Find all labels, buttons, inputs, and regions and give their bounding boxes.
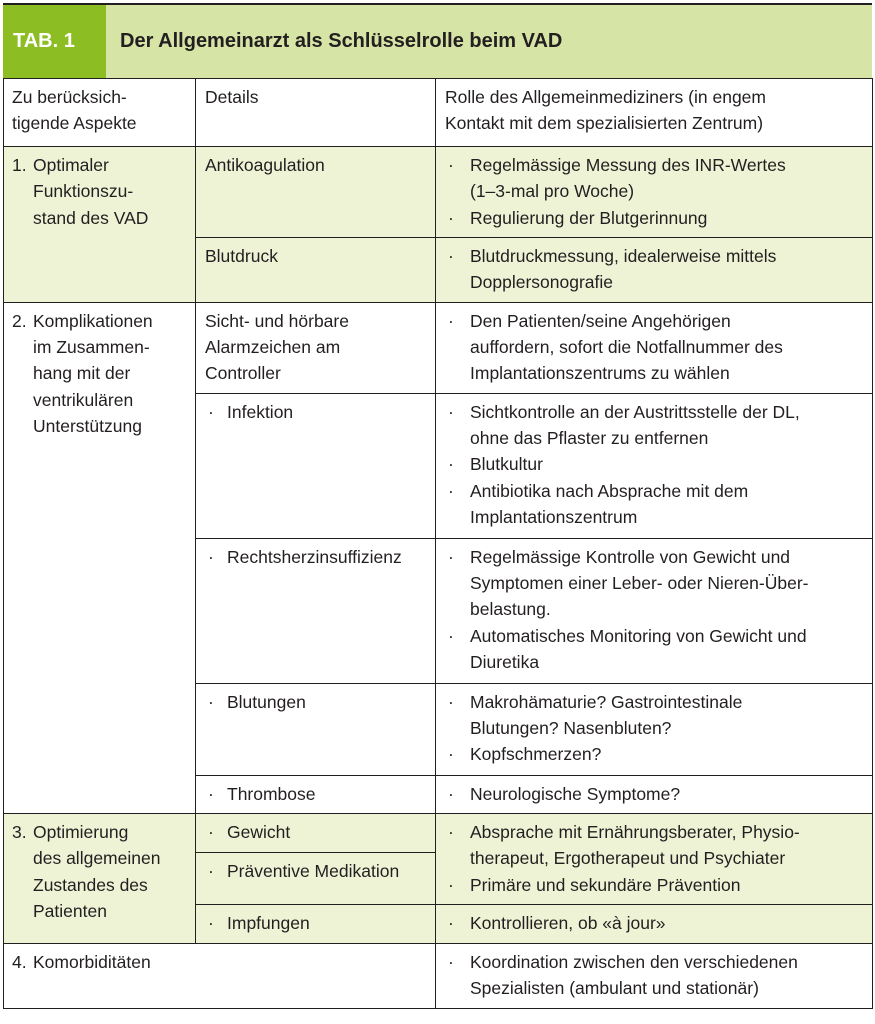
bullet-glyph: · (208, 913, 214, 934)
cell-text: Blutdruckmessung, idealerweise mittels Dopplersonografie (470, 245, 777, 293)
table-header-row (4, 79, 873, 147)
bullet-glyph: · (208, 783, 214, 804)
detail-thrombose (196, 775, 436, 813)
cell-text: Details (205, 87, 259, 107)
cell-text: Blutkultur (470, 454, 543, 475)
bullet-glyph: · (448, 913, 454, 934)
detail-gewicht (196, 814, 436, 853)
cell-text: Antikoagulation (205, 155, 325, 175)
header-role (436, 79, 873, 147)
detail-antikoagulation (196, 147, 436, 238)
section-number: 2. (12, 310, 27, 331)
bullet-glyph: · (208, 401, 214, 422)
table-tag: TAB. 1 (3, 5, 106, 78)
table-row (4, 302, 873, 393)
role-blutungen (436, 683, 873, 775)
detail-blutdruck (196, 237, 436, 302)
bullet-glyph: · (448, 625, 454, 646)
list-item (445, 741, 866, 767)
bullet-glyph: · (448, 691, 454, 712)
bullet-glyph: · (448, 546, 454, 567)
cell-text: Impfungen (227, 913, 310, 934)
list-item (445, 910, 866, 936)
section-4-cell (4, 944, 436, 1009)
role-antikoagulation (436, 147, 873, 238)
cell-text: Infektion (227, 401, 294, 422)
cell-text: Kopfschmerzen? (470, 744, 602, 765)
bullet-glyph: · (208, 822, 214, 843)
bullet-glyph: · (448, 207, 454, 228)
cell-text: Gewicht (227, 822, 291, 843)
table-row (4, 147, 873, 238)
table-row (4, 814, 873, 853)
section-2-cell (4, 302, 196, 813)
section-1-cell (4, 147, 196, 303)
cell-text: Primäre und sekundäre Prävention (470, 874, 741, 895)
role-komorbiditaeten (436, 944, 873, 1009)
list-item (445, 819, 866, 872)
bullet-glyph: · (208, 691, 214, 712)
cell-text: Sichtkontrolle an der Austrittsstelle der DL, ohne das Pflaster zu entfernen (470, 401, 800, 449)
section-label: Optimierung des allgemeinen Zustandes des Patienten (33, 822, 161, 922)
bullet-glyph: · (448, 155, 454, 175)
section-3-cell (4, 814, 196, 944)
list-item (445, 949, 866, 1002)
bullet-glyph: · (448, 822, 454, 843)
cell-text: Blutungen (227, 691, 306, 712)
vad-table (3, 78, 873, 1009)
role-thrombose (436, 775, 873, 813)
table-title-bar (3, 3, 872, 78)
bullet-glyph: · (448, 744, 454, 765)
table-row (4, 944, 873, 1009)
role-alarm (436, 302, 873, 393)
cell-text: Koordination zwischen den verschiedenen Spezialisten (ambulant und stationär) (470, 952, 798, 999)
list-item (445, 243, 866, 296)
list-item (445, 451, 866, 477)
cell-text: Makrohämaturie? Gastrointestinale Blutungen? Nasenbluten? (470, 691, 743, 739)
cell-text: Automatisches Monitoring von Gewicht und Diuretika (470, 625, 807, 673)
list-item (445, 689, 866, 742)
cell-text: Neurologische Symptome? (470, 783, 681, 804)
cell-text: Absprache mit Ernährungsberater, Physio- therapeut, Ergotherapeut und Psychiater (470, 822, 800, 869)
bullet-glyph: · (208, 546, 214, 567)
bullet-glyph: · (448, 952, 454, 973)
detail-rechtsherz (196, 538, 436, 683)
list-item (445, 781, 866, 807)
cell-text: Thrombose (227, 783, 316, 804)
cell-text: Kontrollieren, ob «à jour» (470, 913, 666, 934)
cell-text: Blutdruck (205, 245, 278, 266)
list-item (445, 478, 866, 531)
list-item (445, 399, 866, 452)
header-aspects (4, 79, 196, 147)
list-item (445, 152, 866, 205)
cell-text: Rolle des Allgemeinmediziners (in engem Kontakt mit dem spezialisierten Zentrum) (445, 87, 766, 134)
detail-praeventive (196, 852, 436, 904)
bullet-glyph: · (448, 783, 454, 804)
detail-impfungen (196, 905, 436, 944)
bullet-glyph: · (448, 401, 454, 422)
role-impfungen (436, 905, 873, 944)
detail-blutungen (196, 683, 436, 775)
bullet-glyph: · (448, 245, 454, 266)
detail-alarm (196, 302, 436, 393)
cell-text: Rechtsherzinsuffizienz (227, 546, 402, 567)
table-title: Der Allgemeinarzt als Schlüsselrolle beim VAD (120, 30, 563, 52)
bullet-glyph: · (448, 480, 454, 501)
cell-text: Präventive Medikation (227, 860, 400, 881)
section-label: Komorbiditäten (33, 952, 151, 973)
section-number: 3. (12, 822, 27, 843)
list-item (445, 544, 866, 623)
detail-infektion (196, 393, 436, 538)
cell-text: Antibiotika nach Absprache mit dem Implantationszentrum (470, 480, 749, 528)
section-number: 1. (12, 155, 27, 175)
cell-text: Regelmässige Kontrolle von Gewicht und Symptomen einer Leber- oder Nieren-Über- belastung. (470, 546, 809, 620)
list-item (445, 205, 866, 231)
cell-text: Zu berücksich- tigende Aspekte (12, 87, 137, 134)
cell-text: Regulierung der Blutgerinnung (470, 207, 708, 228)
role-infektion (436, 393, 873, 538)
cell-text: Den Patienten/seine Angehörigen auffordern, sofort die Notfallnummer des Implantationszentrums zu wählen (470, 310, 783, 384)
cell-text: Regelmässige Messung des INR-Wertes (1–3-mal pro Woche) (470, 155, 786, 202)
bullet-glyph: · (448, 310, 454, 331)
role-rechtsherz (436, 538, 873, 683)
section-label: Optimaler Funktionszu- stand des VAD (33, 155, 149, 228)
list-item (445, 623, 866, 676)
role-gewicht-praeventive (436, 814, 873, 905)
list-item (445, 872, 866, 898)
cell-text: Sicht- und hörbare Alarmzeichen am Controller (205, 310, 349, 384)
list-item (445, 308, 866, 387)
section-label: Komplikationen im Zusammen- hang mit der ventrikulären Unterstützung (33, 310, 153, 437)
role-blutdruck (436, 237, 873, 302)
header-details (196, 79, 436, 147)
bullet-glyph: · (448, 454, 454, 475)
section-number: 4. (12, 952, 27, 973)
bullet-glyph: · (448, 874, 454, 895)
bullet-glyph: · (208, 860, 214, 881)
